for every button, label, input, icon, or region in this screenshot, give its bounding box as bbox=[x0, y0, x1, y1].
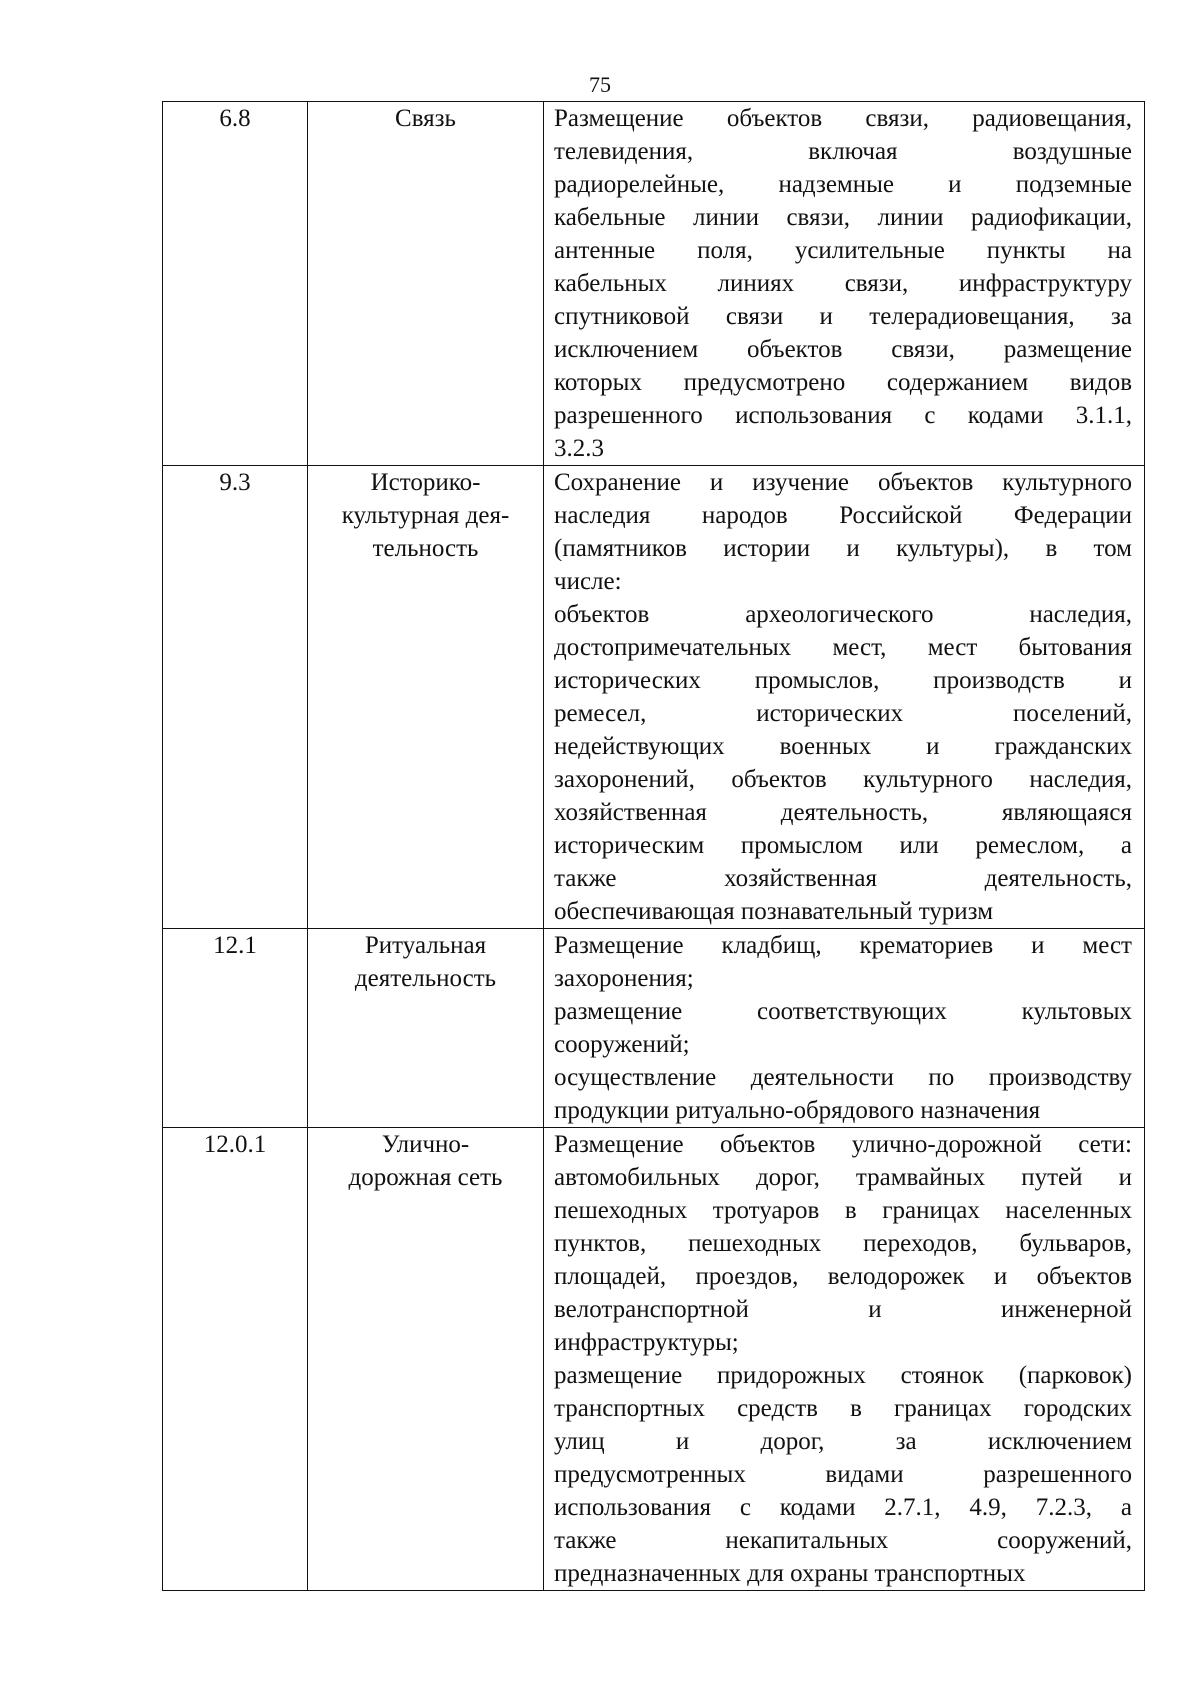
description-line: исторических промыслов, производств и bbox=[554, 667, 1132, 694]
description-line: Размещение объектов связи, радиовещания, bbox=[554, 105, 1132, 132]
description-line: автомобильных дорог, трамвайных путей и bbox=[554, 1164, 1132, 1191]
description-line: исключением объектов связи, размещение bbox=[554, 336, 1132, 363]
description-line: кабельных линиях связи, инфраструктуру bbox=[554, 270, 1132, 297]
description-line: также некапитальных сооружений, bbox=[554, 1527, 1132, 1554]
name-cell bbox=[308, 102, 544, 466]
description-line: захоронений, объектов культурного наследия, bbox=[554, 766, 1132, 793]
description-line: телевидения, включая воздушные bbox=[554, 138, 1132, 165]
description-line: радиорелейные, надземные и подземные bbox=[554, 171, 1132, 198]
description-line: историческим промыслом или ремеслом, а bbox=[554, 832, 1132, 859]
description-line: предусмотренных видами разрешенного bbox=[554, 1461, 1132, 1488]
description-line: Сохранение и изучение объектов культурного bbox=[554, 469, 1132, 496]
page-number: 75 bbox=[589, 72, 611, 97]
code-cell: 12.0.1 bbox=[163, 1128, 308, 1591]
description-line: 3.2.3 bbox=[554, 435, 604, 462]
name-cell bbox=[308, 1128, 544, 1591]
code-cell: 12.1 bbox=[163, 929, 308, 1128]
description-cell bbox=[544, 929, 1145, 1128]
table-row bbox=[163, 929, 1145, 1128]
description-line: хозяйственная деятельность, являющаяся bbox=[554, 799, 1132, 826]
description-line: осуществление деятельности по производству bbox=[554, 1064, 1132, 1091]
description-line: антенные поля, усилительные пункты на bbox=[554, 237, 1132, 264]
description-line: транспортных средств в границах городских bbox=[554, 1395, 1132, 1422]
code-cell: 6.8 bbox=[163, 102, 308, 466]
name-line: культурная дея- bbox=[341, 502, 510, 529]
name-line: деятельность bbox=[354, 965, 497, 992]
name-cell bbox=[308, 466, 544, 929]
description-line: недействующих военных и гражданских bbox=[554, 733, 1132, 760]
description-cell bbox=[544, 1128, 1145, 1591]
description-line: улиц и дорог, за исключением bbox=[554, 1428, 1132, 1455]
name-line: Улично- bbox=[381, 1131, 470, 1158]
table-row bbox=[163, 102, 1145, 466]
name-line: тельность bbox=[372, 535, 479, 562]
code-cell: 9.3 bbox=[163, 466, 308, 929]
description-line: кабельные линии связи, линии радиофикации, bbox=[554, 204, 1132, 231]
table-row bbox=[163, 1128, 1145, 1591]
description-line: пунктов, пешеходных переходов, бульваров, bbox=[554, 1230, 1132, 1257]
table-body bbox=[163, 102, 1145, 1591]
description-line: размещение соответствующих культовых bbox=[554, 998, 1132, 1025]
description-line: велотранспортной и инженерной bbox=[554, 1296, 1132, 1323]
name-line: Историко- bbox=[370, 469, 481, 496]
description-cell bbox=[544, 102, 1145, 466]
description-line: Размещение кладбищ, крематориев и мест bbox=[554, 932, 1132, 959]
description-line: также хозяйственная деятельность, bbox=[554, 865, 1132, 892]
description-line: достопримечательных мест, мест бытования bbox=[554, 634, 1132, 661]
description-line: которых предусмотрено содержанием видов bbox=[554, 369, 1132, 396]
name-line: Связь bbox=[395, 105, 456, 132]
description-cell bbox=[544, 466, 1145, 929]
land-use-table bbox=[162, 101, 1145, 1591]
description-line: наследия народов Российской Федерации bbox=[554, 502, 1132, 529]
description-line: продукции ритуально-обрядового назначения bbox=[554, 1097, 1041, 1124]
description-line: числе: bbox=[554, 568, 622, 595]
description-line: площадей, проездов, велодорожек и объектов bbox=[554, 1263, 1132, 1290]
description-line: размещение придорожных стоянок (парковок) bbox=[554, 1362, 1132, 1389]
description-line: захоронения; bbox=[554, 965, 694, 992]
description-line: сооружений; bbox=[554, 1031, 690, 1058]
description-line: обеспечивающая познавательный туризм bbox=[554, 898, 994, 925]
table-row bbox=[163, 466, 1145, 929]
name-line: Ритуальная bbox=[364, 932, 487, 959]
name-line: дорожная сеть bbox=[348, 1164, 503, 1191]
name-cell bbox=[308, 929, 544, 1128]
description-line: (памятников истории и культуры), в том bbox=[554, 535, 1132, 562]
description-line: пешеходных тротуаров в границах населенных bbox=[554, 1197, 1132, 1224]
description-line: объектов археологического наследия, bbox=[554, 601, 1132, 628]
description-line: предназначенных для охраны транспортных bbox=[554, 1560, 1026, 1587]
description-line: инфраструктуры; bbox=[554, 1329, 739, 1356]
description-line: спутниковой связи и телерадиовещания, за bbox=[554, 303, 1132, 330]
description-line: разрешенного использования с кодами 3.1.1, bbox=[554, 402, 1132, 429]
description-line: Размещение объектов улично-дорожной сети: bbox=[554, 1131, 1132, 1158]
description-line: использования с кодами 2.7.1, 4.9, 7.2.3, а bbox=[554, 1494, 1132, 1521]
description-line: ремесел, исторических поселений, bbox=[554, 700, 1132, 727]
